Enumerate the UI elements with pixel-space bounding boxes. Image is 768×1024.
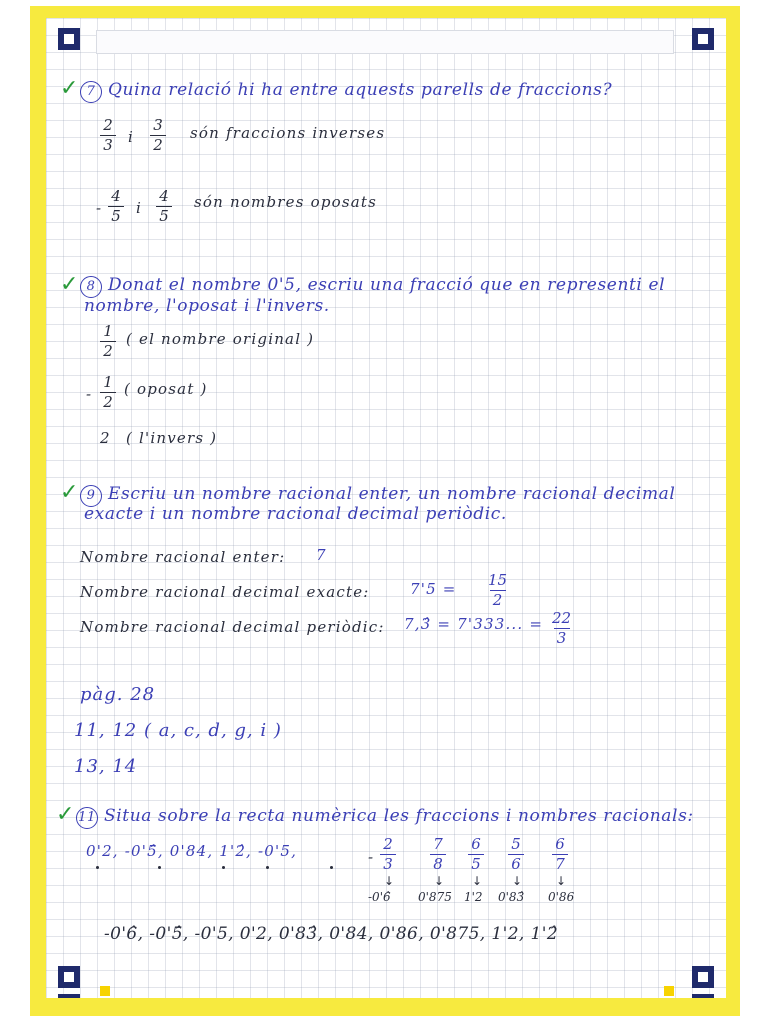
denominator: 8 [433,855,443,873]
fraction [380,836,396,873]
corner-marker-icon [58,28,80,50]
check-icon: ✓ [56,802,75,827]
question-text: Quina relació hi ha entre aquests parells de fraccions? [108,80,613,100]
numerator: 6 [471,835,481,853]
separator: i [128,128,134,146]
decimal-value: 1'2 [464,890,483,904]
arrow-down-icon: ↓ [472,874,483,888]
arrow-down-icon: ↓ [384,874,395,888]
answer-label: ( oposat ) [124,380,208,398]
question-number: 8 [80,276,102,298]
homework-line: 13, 14 [74,756,138,777]
fraction [552,836,568,873]
denominator: 7 [555,855,565,873]
numerator: 3 [153,116,163,134]
denominator: 2 [153,136,163,154]
answer-label: Nombre racional enter: [80,548,286,566]
denominator: 2 [103,393,113,411]
question-text: Situa sobre la recta numèrica les fraccions i nombres racionals: [104,806,694,826]
answer-value: 7,3̂ = 7'333... = [404,615,544,633]
answer-value: 7'5 = [410,580,457,598]
question-number: 9 [80,485,102,507]
question-number: 7 [80,81,102,103]
denominator: 2 [103,342,113,360]
question-text-line2: exacte i un nombre racional decimal periòdic. [84,504,507,524]
check-icon: ✓ [60,272,79,297]
fraction [488,572,507,609]
homework-page: pàg. 28 [80,684,156,705]
corner-marker-icon [692,966,714,988]
minus-sign: - [86,385,93,403]
minus-sign: - [96,199,103,217]
numerator: 2 [383,835,393,853]
answer-label: Nombre racional decimal periòdic: [80,618,385,636]
corner-marker-icon [692,28,714,50]
bottom-bar-icon [692,994,714,998]
arrow-down-icon: ↓ [512,874,523,888]
fraction [100,374,116,411]
numerator: 22 [552,609,572,627]
fraction [108,188,124,225]
denominator: 5 [111,207,121,225]
decimal-value: 0'875 [418,890,452,904]
numerator: 1 [103,322,113,340]
question-text-line2: nombre, l'oposat i l'invers. [84,296,330,316]
fraction [430,836,446,873]
answer-text: són fraccions inverses [190,124,386,142]
header-strip [96,30,674,54]
numerator: 4 [159,187,169,205]
answer-label: Nombre racional decimal exacte: [80,583,370,601]
answer-label: ( l'invers ) [126,429,218,447]
arrow-down-icon: ↓ [556,874,567,888]
fraction [150,117,166,154]
decimal-value: 0'83̂ [498,890,525,904]
homework-line: 11, 12 ( a, c, d, g, i ) [74,720,282,741]
minus-sign: - [368,848,375,866]
question-7 [80,80,612,103]
numerator: 1 [103,373,113,391]
denominator: 3 [556,629,567,647]
question-number: 11 [76,807,98,829]
numerator: 7 [433,835,443,853]
arrow-down-icon: ↓ [434,874,445,888]
corner-marker-icon [58,966,80,988]
fraction [100,117,116,154]
yellow-square-icon [664,986,674,996]
yellow-square-icon [100,986,110,996]
decimal-value: -0'6̂ [368,890,391,904]
numerator: 15 [488,571,508,589]
question-text: Donat el nombre 0'5, escriu una fracció que en representi el [108,275,666,295]
question-8 [80,275,665,298]
decimals-list: 0'2, -0'5̂, 0'84, 1'2̂, -0'5, [86,842,298,860]
denominator: 2 [492,591,503,609]
denominator: 6 [511,855,521,873]
ordered-list: -0'6̂, -0'5̂, -0'5, 0'2, 0'83̂, 0'84, 0'86, 0'875, 1'2, 1'2̂ [104,924,559,944]
fraction [508,836,524,873]
denominator: 3 [383,855,393,873]
bottom-bar-icon [58,994,80,998]
answer-value: 7 [316,546,327,564]
numerator: 5 [511,835,521,853]
fraction [156,188,172,225]
question-11 [76,806,694,829]
fraction [552,610,571,647]
question-text: Escriu un nombre racional enter, un nombre racional decimal [108,484,676,504]
answer-label: ( el nombre original ) [126,330,315,348]
numerator: 4 [111,187,121,205]
numerator: 6 [555,835,565,853]
separator: i [136,199,142,217]
fraction [468,836,484,873]
denominator: 5 [159,207,169,225]
check-icon: ✓ [60,76,79,101]
denominator: 5 [471,855,481,873]
numerator: 2 [103,116,113,134]
answer-value: 2 [100,429,111,447]
decimal-value: 0'86 [548,890,575,904]
check-icon: ✓ [60,480,79,505]
answer-text: són nombres oposats [194,193,378,211]
fraction [100,323,116,360]
denominator: 3 [103,136,113,154]
